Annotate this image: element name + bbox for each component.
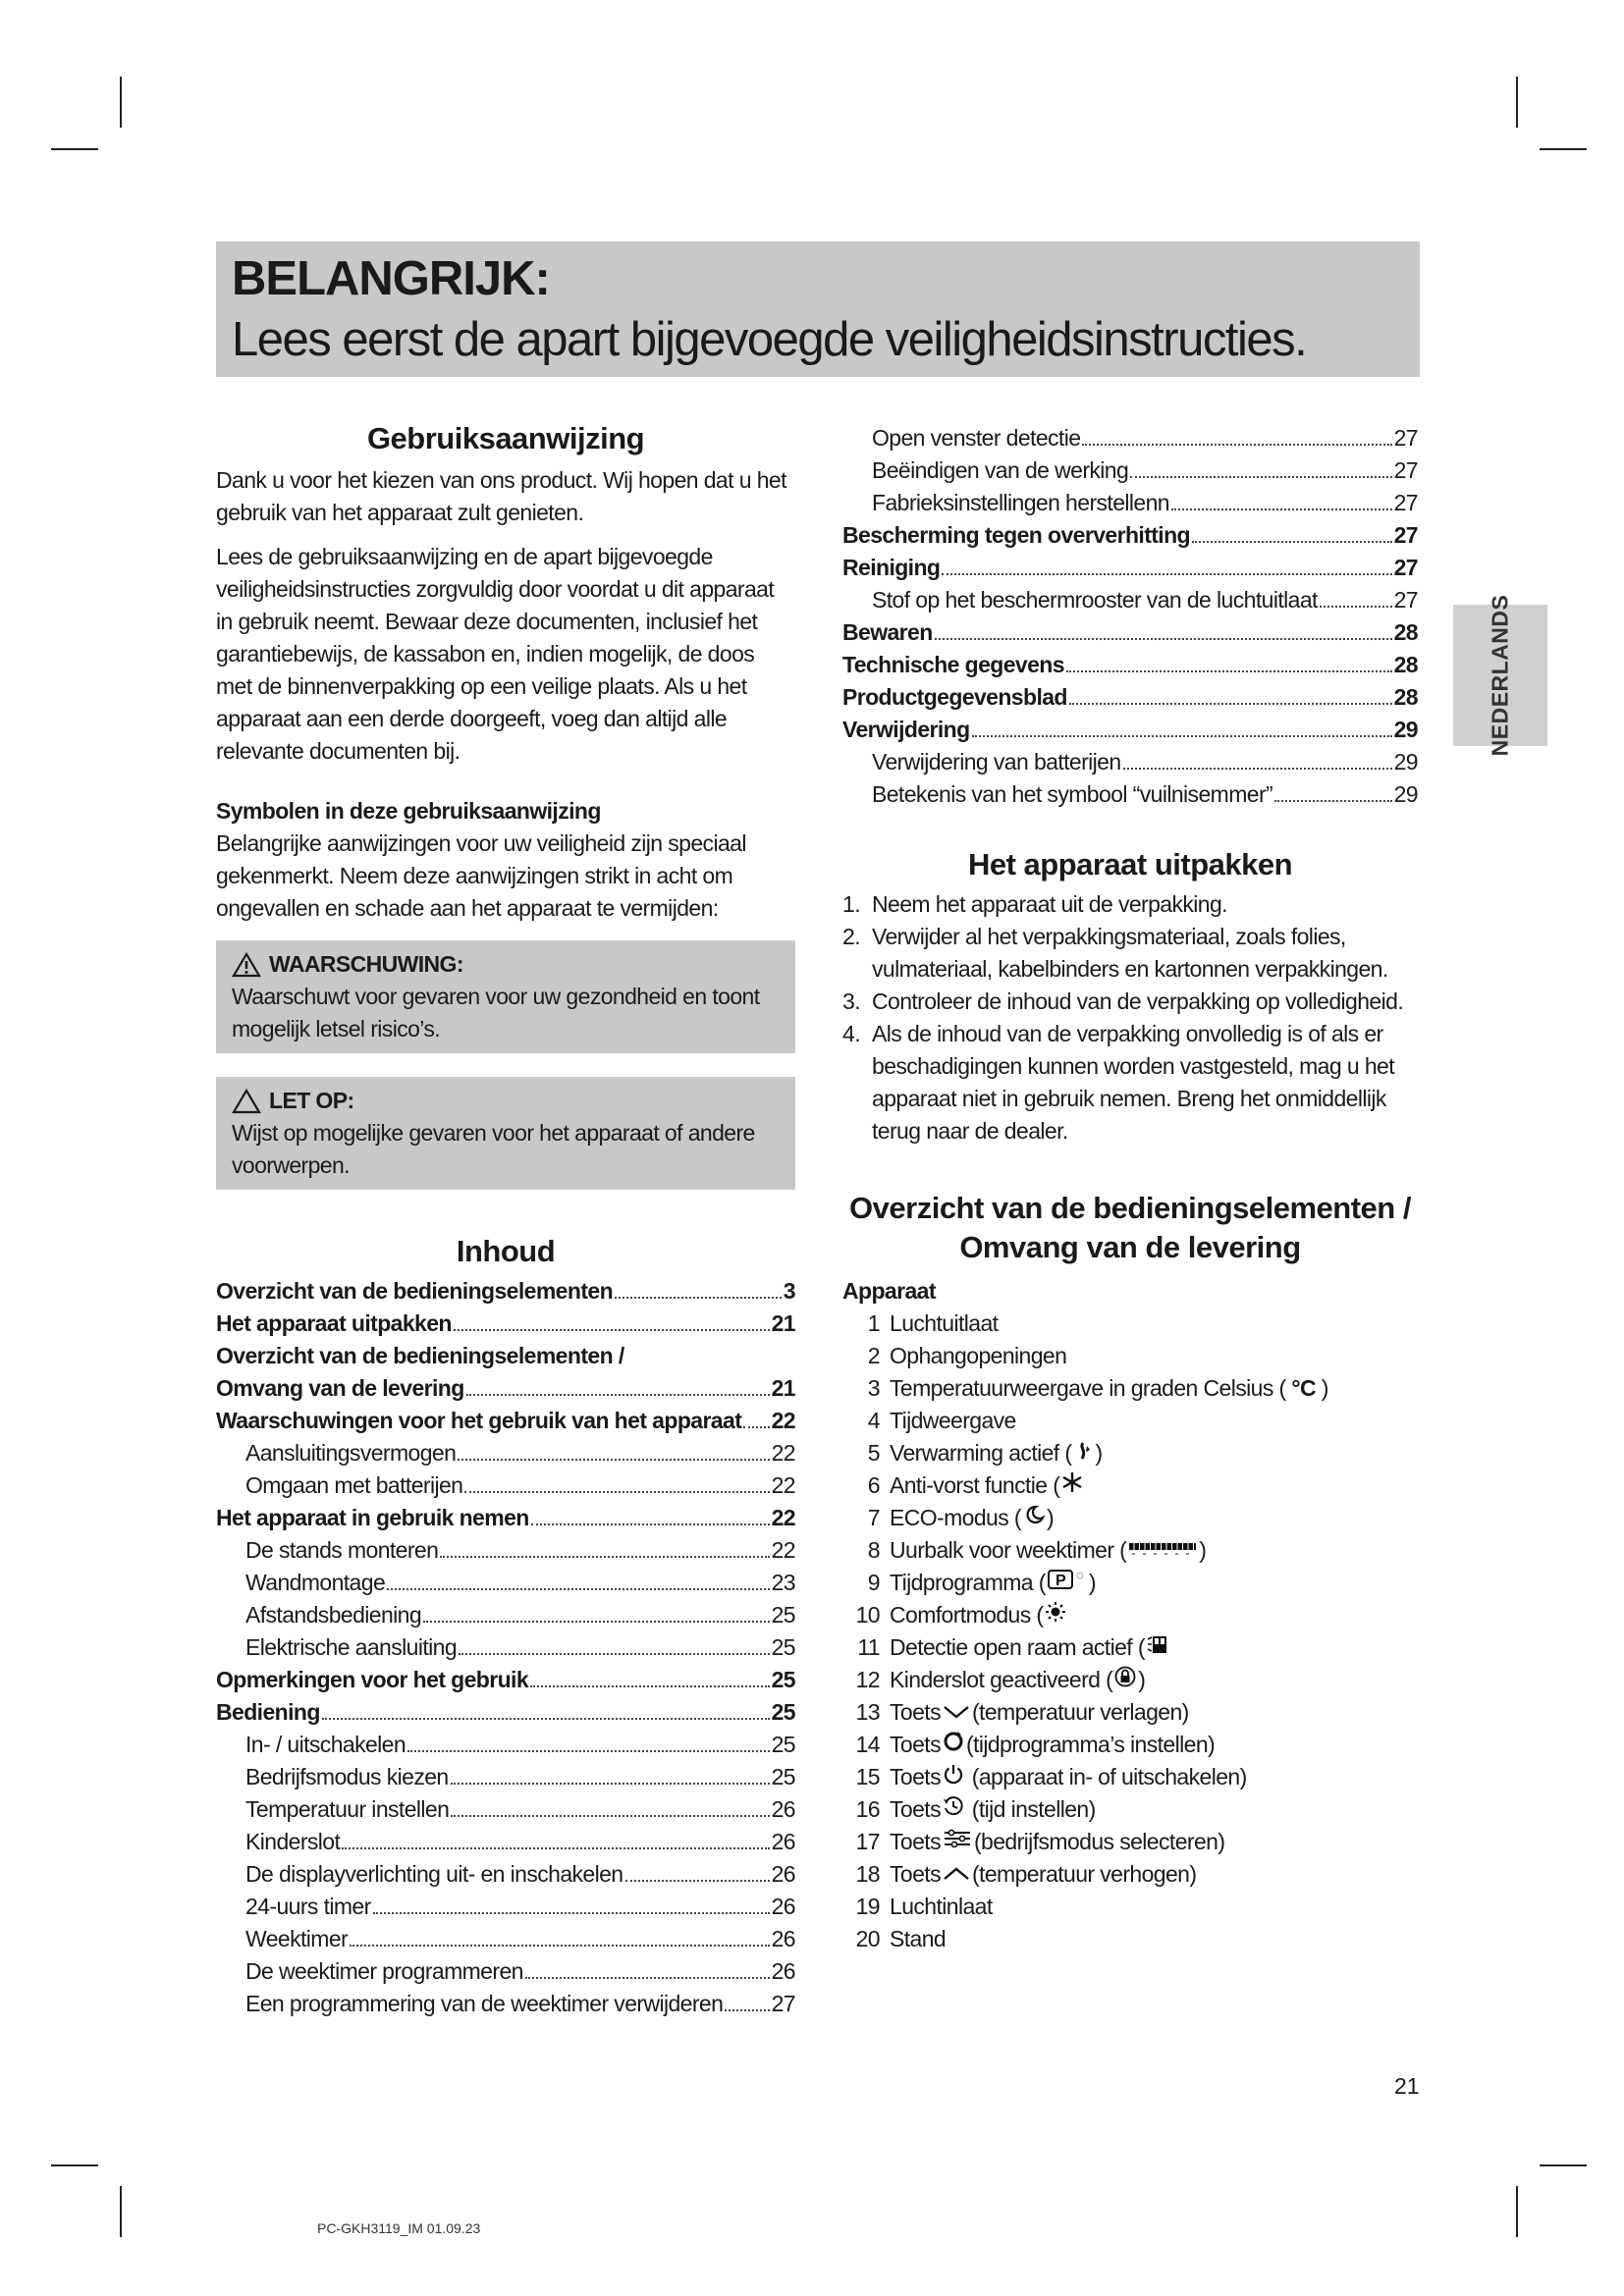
toc-entry-page: 27: [1393, 457, 1418, 483]
part-number: 10: [855, 1602, 880, 1628]
toc-entry-label: Bedrijfsmodus kiezen: [245, 1764, 449, 1789]
heating-icon: [1073, 1437, 1093, 1469]
part-label: Stand: [890, 1926, 947, 1951]
page-number: 21: [1394, 2073, 1420, 2099]
toc-entry-label: De stands monteren: [245, 1537, 439, 1563]
moon-icon: [1023, 1502, 1045, 1534]
part-number: 3: [867, 1375, 880, 1401]
caution-text: Wijst op mogelijke gevaren voor het apparaat of andere voorwerpen.: [232, 1120, 755, 1178]
symbols-paragraph: Belangrijke aanwijzingen voor uw veiligheid zijn speciaal gekenmerkt. Neem deze aanwijzingen strikt in acht om ongevallen en schade aan het apparaat te vermijden:: [216, 830, 746, 921]
unpack-step-text: Verwijder al het verpakkingsmateriaal, zoals folies, vulmateriaal, kabelbinders en kartonnen verpakkingen.: [872, 924, 1388, 982]
toc-entry-label: Temperatuur instellen: [245, 1796, 450, 1822]
toc-entry-page: 28: [1393, 619, 1418, 645]
toc-entry: [842, 487, 1418, 519]
part-item: [842, 1923, 1418, 1955]
toc-entry-label: Opmerkingen voor het gebruik: [216, 1667, 529, 1692]
part-number: 19: [855, 1894, 880, 1919]
part-number: 6: [867, 1472, 880, 1498]
toc-entry-page: 21: [771, 1375, 795, 1401]
toc-entry-label: Omgaan met batterijen: [245, 1472, 463, 1498]
unpack-step-text: Controleer de inhoud van de verpakking op volledigheid.: [872, 988, 1404, 1014]
part-label: Toets: [890, 1829, 941, 1854]
part-label-suffix: (tijdprogramma’s instellen): [965, 1732, 1216, 1757]
toc-entry-page: 27: [1393, 425, 1418, 451]
toc-entry-label: Bewaren: [842, 619, 933, 645]
part-label: Luchtuitlaat: [890, 1310, 999, 1336]
crop-mark: [51, 2164, 98, 2166]
toc-entry-page: 27: [771, 1991, 795, 2016]
toc-entry: [216, 1891, 795, 1923]
part-label: Toets: [890, 1861, 941, 1887]
toc-entry-label: Fabrieksinstellingen herstellenn: [872, 490, 1169, 515]
caution-triangle-icon: [232, 1089, 261, 1114]
part-label: Tijdweergave: [890, 1408, 1016, 1433]
toc-leader-dots: [466, 1394, 770, 1396]
symbols-heading: Symbolen in deze gebruiksaanwijzing: [216, 798, 601, 824]
toc-leader-dots: [373, 1912, 770, 1914]
toc-leader-dots: [458, 1459, 769, 1461]
unpack-step: [842, 986, 1418, 1018]
toc-entry-label: De displayverlichting uit- en inschakelen: [245, 1861, 623, 1887]
warning-box: [216, 940, 795, 1053]
part-item: [842, 1502, 1418, 1534]
part-item: [842, 1891, 1418, 1923]
toc-entry-label: Overzicht van de bedieningselementen /: [216, 1343, 624, 1368]
toc-entry-label: Overzicht van de bedieningselementen: [216, 1278, 614, 1304]
toc-leader-dots: [615, 1297, 782, 1299]
toc-entry: [216, 1955, 795, 1988]
part-label: Toets: [890, 1732, 941, 1757]
toc-entry: [842, 422, 1418, 454]
toc-entry-page: 27: [1393, 587, 1418, 613]
part-label: Luchtinlaat: [890, 1894, 993, 1919]
toc-entry: [842, 454, 1418, 487]
part-item: [842, 1793, 1418, 1826]
toc-entry-page: 25: [771, 1764, 795, 1789]
banner-subtitle: Lees eerst de apart bijgevoegde veiligheidsinstructies.: [232, 313, 1307, 366]
part-item: [842, 1826, 1418, 1858]
toc-leader-dots: [342, 1847, 769, 1849]
toc-entry-label: Waarschuwingen voor het gebruik van het apparaat: [216, 1408, 742, 1433]
toc-entry: [216, 1988, 795, 2020]
toc-entry-label: Bediening: [216, 1699, 320, 1725]
toc-entry: [842, 746, 1418, 778]
toc-entry-page: 21: [771, 1310, 795, 1336]
crop-mark: [1540, 2164, 1587, 2166]
toc-leader-dots: [1274, 800, 1392, 802]
part-label-suffix: (temperatuur verlagen): [971, 1699, 1189, 1725]
toc-leader-dots: [464, 1491, 769, 1493]
part-item: [842, 1372, 1418, 1405]
part-item: [842, 1761, 1418, 1793]
part-item: [842, 1631, 1418, 1664]
part-item: [842, 1469, 1418, 1502]
toc-leader-dots: [322, 1718, 770, 1720]
toc-leader-dots: [942, 573, 1391, 575]
toc-leader-dots: [525, 1977, 770, 1979]
part-number: 17: [855, 1829, 880, 1854]
toc-leader-dots: [454, 1329, 770, 1331]
part-number: 13: [855, 1699, 880, 1725]
unpack-step-number: 4.: [842, 1021, 860, 1046]
toc-leader-dots: [423, 1621, 770, 1623]
toc-entry-page: 29: [1393, 749, 1418, 774]
part-number: 8: [867, 1537, 880, 1563]
intro-paragraph-2: Lees de gebruiksaanwijzing en de apart bijgevoegde veiligheidsinstructies zorgvuldig door voordat u dit apparaat in gebruik neemt. Bewaar deze documenten, inclusief het garantiebewijs, de kassabon en, indien mogelijk, de doos met de binnenverpakking op een veilige plaats. Als u het apparaat aan een derde doorgeeft, voeg dan altijd alle relevante documenten bij.: [216, 544, 775, 764]
toc-entry: [216, 1308, 795, 1340]
toc-entry-page: 26: [771, 1894, 795, 1919]
toc-entry-label: Stof op het beschermrooster van de luchtuitlaat: [872, 587, 1318, 613]
parts-list: [842, 1308, 1418, 1955]
toc-leader-dots: [350, 1945, 770, 1947]
toc-entry-page: 26: [771, 1796, 795, 1822]
toc-leader-dots: [972, 735, 1392, 737]
part-item: [842, 1664, 1418, 1696]
part-number: 18: [855, 1861, 880, 1887]
part-label: Temperatuurweergave in graden Celsius (: [890, 1375, 1292, 1401]
toc-leader-dots: [625, 1880, 770, 1882]
crop-mark: [1540, 148, 1587, 150]
toc-entry: [842, 714, 1418, 746]
overview-heading-line-2: Omvang van de levering: [959, 1230, 1301, 1264]
toc-entry-label: Omvang van de levering: [216, 1375, 464, 1401]
part-label-suffix: (tijd instellen): [965, 1796, 1096, 1822]
clock-icon: [943, 1793, 964, 1826]
right-column: [842, 422, 1418, 1955]
toc-entry-page: 25: [771, 1699, 795, 1725]
toc-entry: [842, 778, 1418, 811]
toc-entry: [216, 1340, 795, 1372]
toc-entry-page: 27: [1393, 555, 1418, 580]
toc-entry-page: 28: [1393, 652, 1418, 677]
toc-entry: [216, 1631, 795, 1664]
toc-leader-dots: [725, 2009, 769, 2011]
toc-entry-page: 3: [783, 1278, 795, 1304]
toc-entry-page: 27: [1393, 490, 1418, 515]
part-number: 11: [857, 1634, 880, 1660]
chevron-up-icon: [943, 1858, 970, 1891]
unpack-step-number: 2.: [842, 924, 860, 949]
part-label: Uurbalk voor weektimer (: [890, 1537, 1127, 1563]
toc-entry-page: 26: [771, 1829, 795, 1854]
toc-entry-page: 29: [1393, 717, 1418, 742]
toc-entry-page: 26: [771, 1861, 795, 1887]
part-label: Toets: [890, 1796, 941, 1822]
part-item: [842, 1696, 1418, 1729]
part-number: 15: [855, 1764, 880, 1789]
toc-entry: [216, 1502, 795, 1534]
toc-entry-page: 23: [771, 1570, 795, 1595]
warning-text: Waarschuwt voor gevaren voor uw gezondheid en toont mogelijk letsel risico’s.: [232, 984, 760, 1041]
toc-entry: [842, 649, 1418, 681]
important-banner: [216, 241, 1420, 377]
celsius-icon: °C: [1291, 1375, 1316, 1401]
part-label-suffix: ): [1199, 1537, 1207, 1563]
caution-box: [216, 1077, 795, 1190]
unpack-step: [842, 888, 1418, 921]
part-number: 9: [867, 1570, 880, 1595]
overview-heading: [842, 1189, 1418, 1267]
part-item: [842, 1599, 1418, 1631]
toc-leader-dots: [451, 1815, 769, 1817]
crop-mark: [1516, 77, 1518, 128]
toc-entry-page: 25: [771, 1634, 795, 1660]
toc-entry-page: 28: [1393, 684, 1418, 710]
part-number: 5: [867, 1440, 880, 1466]
crop-mark: [1516, 2186, 1518, 2237]
overview-heading-line-1: Overzicht van de bedieningselementen /: [849, 1191, 1411, 1225]
intro-paragraph-1: Dank u voor het kiezen van ons product. Wij hopen dat u het gebruik van het apparaat zult genieten.: [216, 467, 786, 525]
toc-entry-page: 26: [771, 1958, 795, 1984]
toc-entry: [216, 1469, 795, 1502]
toc-entry-label: In- / uitschakelen: [245, 1732, 406, 1757]
left-column: [216, 422, 795, 2020]
toc-entry: [216, 1696, 795, 1729]
toc-entry-label: Beëindigen van de werking: [872, 457, 1129, 483]
part-label-suffix: (temperatuur verhogen): [971, 1861, 1197, 1887]
manual-heading: Gebruiksaanwijzing: [366, 421, 645, 455]
unpack-step-number: 1.: [842, 891, 860, 917]
part-item: [842, 1567, 1418, 1599]
toc-entry-page: 22: [771, 1505, 795, 1530]
part-label: Anti-vorst functie (: [890, 1472, 1060, 1498]
toc-leader-dots: [440, 1556, 769, 1558]
unpack-step-text: Neem het apparaat uit de verpakking.: [872, 891, 1227, 917]
toc-entry: [842, 681, 1418, 714]
toc-entry: [216, 1599, 795, 1631]
part-label: Comfortmodus (: [890, 1602, 1044, 1628]
toc-leader-dots: [1069, 703, 1392, 705]
toc-leader-dots: [1192, 541, 1392, 543]
toc-entry: [216, 1534, 795, 1567]
toc-entry: [842, 584, 1418, 616]
toc-leader-dots: [1123, 768, 1392, 770]
svg-text:P: P: [1055, 1573, 1065, 1589]
part-item: [842, 1405, 1418, 1437]
toc-entry-label: Verwijdering: [842, 717, 970, 742]
toc-entry-page: 22: [771, 1408, 795, 1433]
crop-mark: [120, 2186, 122, 2237]
toc-entry-page: 22: [771, 1537, 795, 1563]
part-label-suffix: (apparaat in- of uitschakelen): [965, 1764, 1247, 1789]
toc-leader-dots: [530, 1685, 770, 1687]
part-label: ECO-modus (: [890, 1505, 1021, 1530]
toc-leader-dots: [407, 1750, 770, 1752]
toc-leader-dots: [387, 1588, 769, 1590]
unpack-steps: [842, 888, 1418, 1148]
toc-entry: [216, 1567, 795, 1599]
unpack-step: [842, 1018, 1418, 1148]
table-of-contents-right: [842, 422, 1418, 811]
toc-leader-dots: [1130, 476, 1391, 478]
toc-leader-dots: [1171, 508, 1392, 510]
part-label: Detectie open raam actief (: [890, 1634, 1145, 1660]
part-label-suffix: ): [1095, 1440, 1103, 1466]
contents-heading: Inhoud: [456, 1234, 556, 1268]
toc-entry: [216, 1729, 795, 1761]
part-label-suffix: (bedrijfsmodus selecteren): [973, 1829, 1225, 1854]
toc-entry: [842, 616, 1418, 649]
window-icon: [1147, 1631, 1170, 1664]
unpack-step-text: Als de inhoud van de verpakking onvolledig is of als er beschadigingen kunnen worden vastgesteld, mag u het apparaat niet in gebruik nemen. Breng het onmiddellijk terug naar de dealer.: [872, 1021, 1395, 1144]
part-label-suffix: ): [1088, 1570, 1096, 1595]
warning-title: WAARSCHUWING:: [269, 951, 463, 977]
toc-entry: [842, 552, 1418, 584]
toc-entry-page: 25: [771, 1602, 795, 1628]
toc-entry: [842, 519, 1418, 552]
part-number: 1: [867, 1310, 880, 1336]
caution-header: [232, 1085, 780, 1117]
chevron-down-icon: [943, 1696, 970, 1729]
toc-entry-page: 25: [771, 1732, 795, 1757]
part-number: 14: [855, 1732, 880, 1757]
part-item: [842, 1437, 1418, 1469]
part-item: [842, 1308, 1418, 1340]
part-label: Kinderslot geactiveerd (: [890, 1667, 1113, 1692]
toc-entry-label: Kinderslot: [245, 1829, 341, 1854]
toc-entry-label: 24-uurs timer: [245, 1894, 371, 1919]
part-label: Verwarming actief (: [890, 1440, 1072, 1466]
toc-entry-page: 27: [1393, 522, 1418, 548]
snowflake-icon: [1061, 1469, 1083, 1502]
part-label-suffix: ): [1046, 1505, 1055, 1530]
banner-title: BELANGRIJK:: [232, 252, 550, 305]
toc-entry-label: Aansluitingsvermogen: [245, 1440, 457, 1466]
toc-entry-label: Open venster detectie: [872, 425, 1081, 451]
hourbar-icon: [1128, 1534, 1197, 1567]
part-number: 20: [855, 1926, 880, 1951]
crop-mark: [51, 148, 98, 150]
part-number: 7: [867, 1505, 880, 1530]
toc-leader-dots: [1082, 444, 1391, 446]
mode-icon: [943, 1826, 972, 1858]
warning-triangle-icon: [232, 952, 261, 978]
power-icon: [943, 1761, 964, 1793]
language-tab: [1453, 594, 1547, 757]
toc-entry-page: 22: [771, 1440, 795, 1466]
toc-entry-label: Technische gegevens: [842, 652, 1064, 677]
part-item: [842, 1534, 1418, 1567]
toc-leader-dots: [1066, 670, 1392, 672]
unpack-heading: Het apparaat uitpakken: [967, 847, 1293, 881]
warning-header: [232, 948, 780, 981]
toc-entry-label: Weektimer: [245, 1926, 349, 1951]
toc-entry: [216, 1761, 795, 1793]
part-item: [842, 1858, 1418, 1891]
language-tab-label: NEDERLANDS: [1487, 594, 1513, 757]
device-subheading: Apparaat: [842, 1278, 936, 1304]
toc-entry: [216, 1793, 795, 1826]
part-label-suffix: ): [1316, 1375, 1328, 1401]
lock-icon: [1114, 1664, 1136, 1696]
caution-title: LET OP:: [269, 1088, 354, 1113]
toc-entry-label: Bescherming tegen oververhitting: [842, 522, 1190, 548]
toc-leader-dots: [531, 1523, 770, 1525]
part-number: 2: [867, 1343, 880, 1368]
toc-entry: [216, 1372, 795, 1405]
toc-entry-label: Betekenis van het symbool “vuilnisemmer”: [872, 781, 1273, 807]
toc-entry-page: 25: [771, 1667, 795, 1692]
part-label: Toets: [890, 1764, 941, 1789]
table-of-contents-left: [216, 1275, 795, 2020]
toc-leader-dots: [451, 1783, 770, 1785]
toc-entry: [216, 1664, 795, 1696]
cycle-icon: [943, 1729, 964, 1761]
toc-entry-label: Productgegevensblad: [842, 684, 1067, 710]
crop-mark: [120, 77, 122, 128]
toc-entry: [216, 1923, 795, 1955]
part-label: Ophangopeningen: [890, 1343, 1067, 1368]
unpack-step: [842, 921, 1418, 986]
toc-entry-label: Een programmering van de weektimer verwijderen: [245, 1991, 724, 2016]
toc-entry-label: Het apparaat uitpakken: [216, 1310, 452, 1336]
toc-entry: [216, 1275, 795, 1308]
toc-entry-label: Afstandsbediening: [245, 1602, 422, 1628]
toc-entry-label: Verwijdering van batterijen: [872, 749, 1121, 774]
unpack-step-number: 3.: [842, 988, 860, 1014]
part-number: 12: [855, 1667, 880, 1692]
footer-code: PC-GKH3119_IM 01.09.23: [317, 2220, 481, 2236]
part-item: [842, 1729, 1418, 1761]
part-label: Toets: [890, 1699, 941, 1725]
part-label: Tijdprogramma (: [890, 1570, 1046, 1595]
toc-entry-label: De weektimer programmeren: [245, 1958, 523, 1984]
toc-entry: [216, 1826, 795, 1858]
toc-entry: [216, 1437, 795, 1469]
toc-entry: [216, 1858, 795, 1891]
toc-leader-dots: [743, 1426, 769, 1428]
part-number: 16: [855, 1796, 880, 1822]
toc-entry-label: Wandmontage: [245, 1570, 386, 1595]
part-number: 4: [867, 1408, 880, 1433]
toc-leader-dots: [935, 638, 1392, 640]
toc-entry-page: 29: [1393, 781, 1418, 807]
toc-entry-page: 22: [771, 1472, 795, 1498]
toc-leader-dots: [459, 1653, 770, 1655]
toc-leader-dots: [1320, 606, 1392, 608]
part-item: [842, 1340, 1418, 1372]
toc-entry-label: Het apparaat in gebruik nemen: [216, 1505, 529, 1530]
toc-entry-label: Reiniging: [842, 555, 941, 580]
toc-entry-page: 26: [771, 1926, 795, 1951]
part-label-suffix: ): [1138, 1667, 1146, 1692]
toc-entry-label: Elektrische aansluiting: [245, 1634, 458, 1660]
sun-icon: [1045, 1599, 1066, 1631]
toc-entry: [216, 1405, 795, 1437]
program-icon: [1048, 1567, 1087, 1599]
